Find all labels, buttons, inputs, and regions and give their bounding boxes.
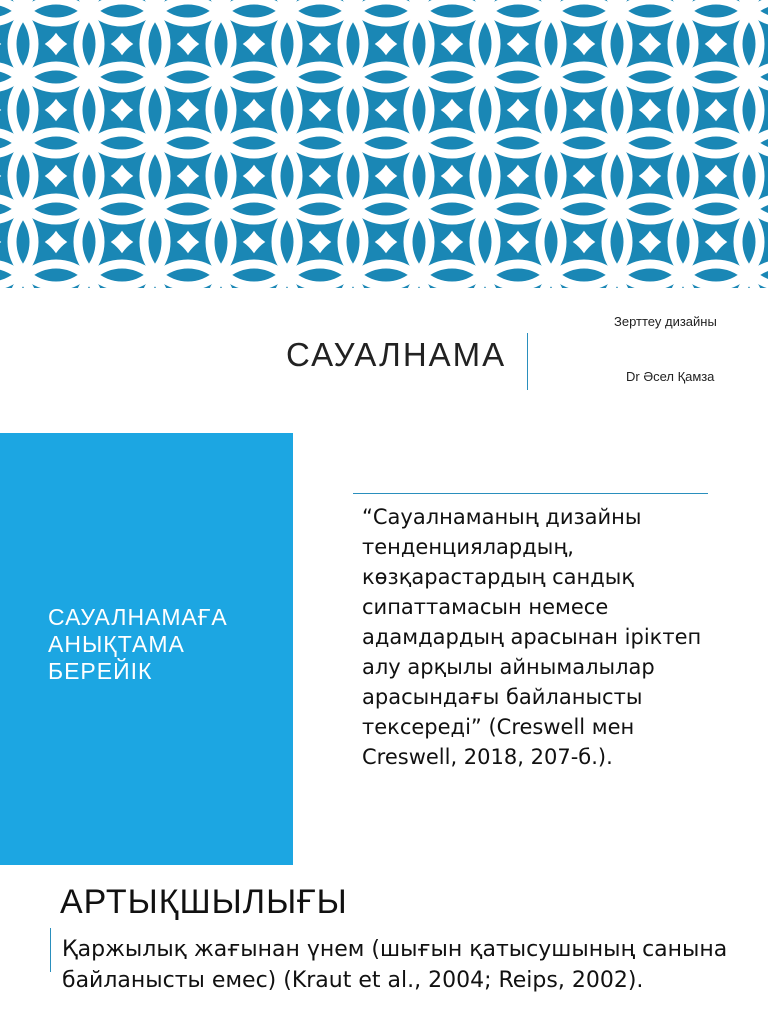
quote-divider [353,493,708,494]
author-name: Dr Әсел Қамза [626,369,715,384]
definition-quote: “Сауалнаманың дизайны тенденциялардың, көзқарастардың сандық сипаттамасын немесе адамдардың арасынан іріктеп алу арқылы айнымалылар арасындағы байланысты тексереді” (Creswell мен Creswell, 2018, 207-б.). [362,505,702,769]
subtitle: Зерттеу дизайны [614,314,717,329]
pattern-rings [0,0,768,288]
advantages-divider [50,928,51,972]
title-divider [527,333,528,390]
definition-heading: САУАЛНАМАҒА АНЫҚТАМА БЕРЕЙІК [48,604,228,684]
page-title: САУАЛНАМА [286,336,507,373]
decorative-circle-pattern [0,0,768,288]
advantages-heading: АРТЫҚШЫЛЫҒЫ [60,883,348,921]
advantages-text: Қаржылық жағынан үнем (шығын қатысушының санына байланысты емес) (Kraut et al., 2004; Reips, 2002). [62,937,728,993]
